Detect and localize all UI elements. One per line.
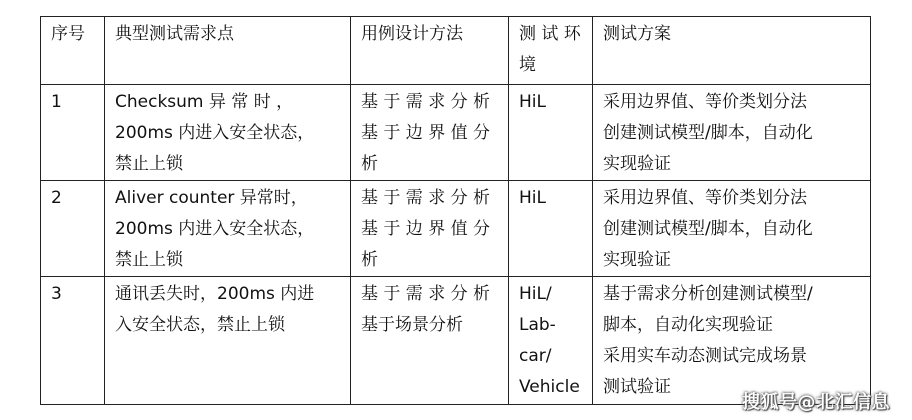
header-environment: 测 试 环 境: [509, 17, 593, 85]
row-method: 基 于 需 求 分 析 基于场景分析: [351, 277, 509, 405]
table-row: [41, 181, 871, 277]
header-requirement: 典型测试需求点: [105, 17, 351, 85]
test-requirements-table: [40, 16, 871, 405]
row-no: 2: [41, 181, 105, 277]
row-method: 基 于 需 求 分 析 基 于 边 界 值 分 析: [351, 85, 509, 181]
table-row: [41, 85, 871, 181]
row-no: 3: [41, 277, 105, 405]
row-plan: 采用边界值、等价类划分法 创建测试模型/脚本，自动化 实现验证: [593, 181, 871, 277]
row-plan: 基于需求分析创建测试模型/ 脚本，自动化实现验证 采用实车动态测试完成场景 测试验证: [593, 277, 871, 405]
watermark: 搜狐号@北汇信息: [742, 392, 890, 413]
header-row: [41, 17, 871, 85]
row-no: 1: [41, 85, 105, 181]
row-requirement: Checksum 异 常 时 ， 200ms 内进入安全状态， 禁止上锁: [105, 85, 351, 181]
table-row: [41, 277, 871, 405]
row-method: 基 于 需 求 分 析 基 于 边 界 值 分 析: [351, 181, 509, 277]
row-environment: HiL: [509, 85, 593, 181]
row-requirement: 通讯丢失时，200ms 内进 入安全状态，禁止上锁: [105, 277, 351, 405]
header-method: 用例设计方法: [351, 17, 509, 85]
row-environment: HiL/ Lab- car/ Vehicle: [509, 277, 593, 405]
row-plan: 采用边界值、等价类划分法 创建测试模型/脚本，自动化 实现验证: [593, 85, 871, 181]
row-requirement: Aliver counter 异常时， 200ms 内进入安全状态， 禁止上锁: [105, 181, 351, 277]
row-environment: HiL: [509, 181, 593, 277]
header-plan: 测试方案: [593, 17, 871, 85]
header-no: 序号: [41, 17, 105, 85]
